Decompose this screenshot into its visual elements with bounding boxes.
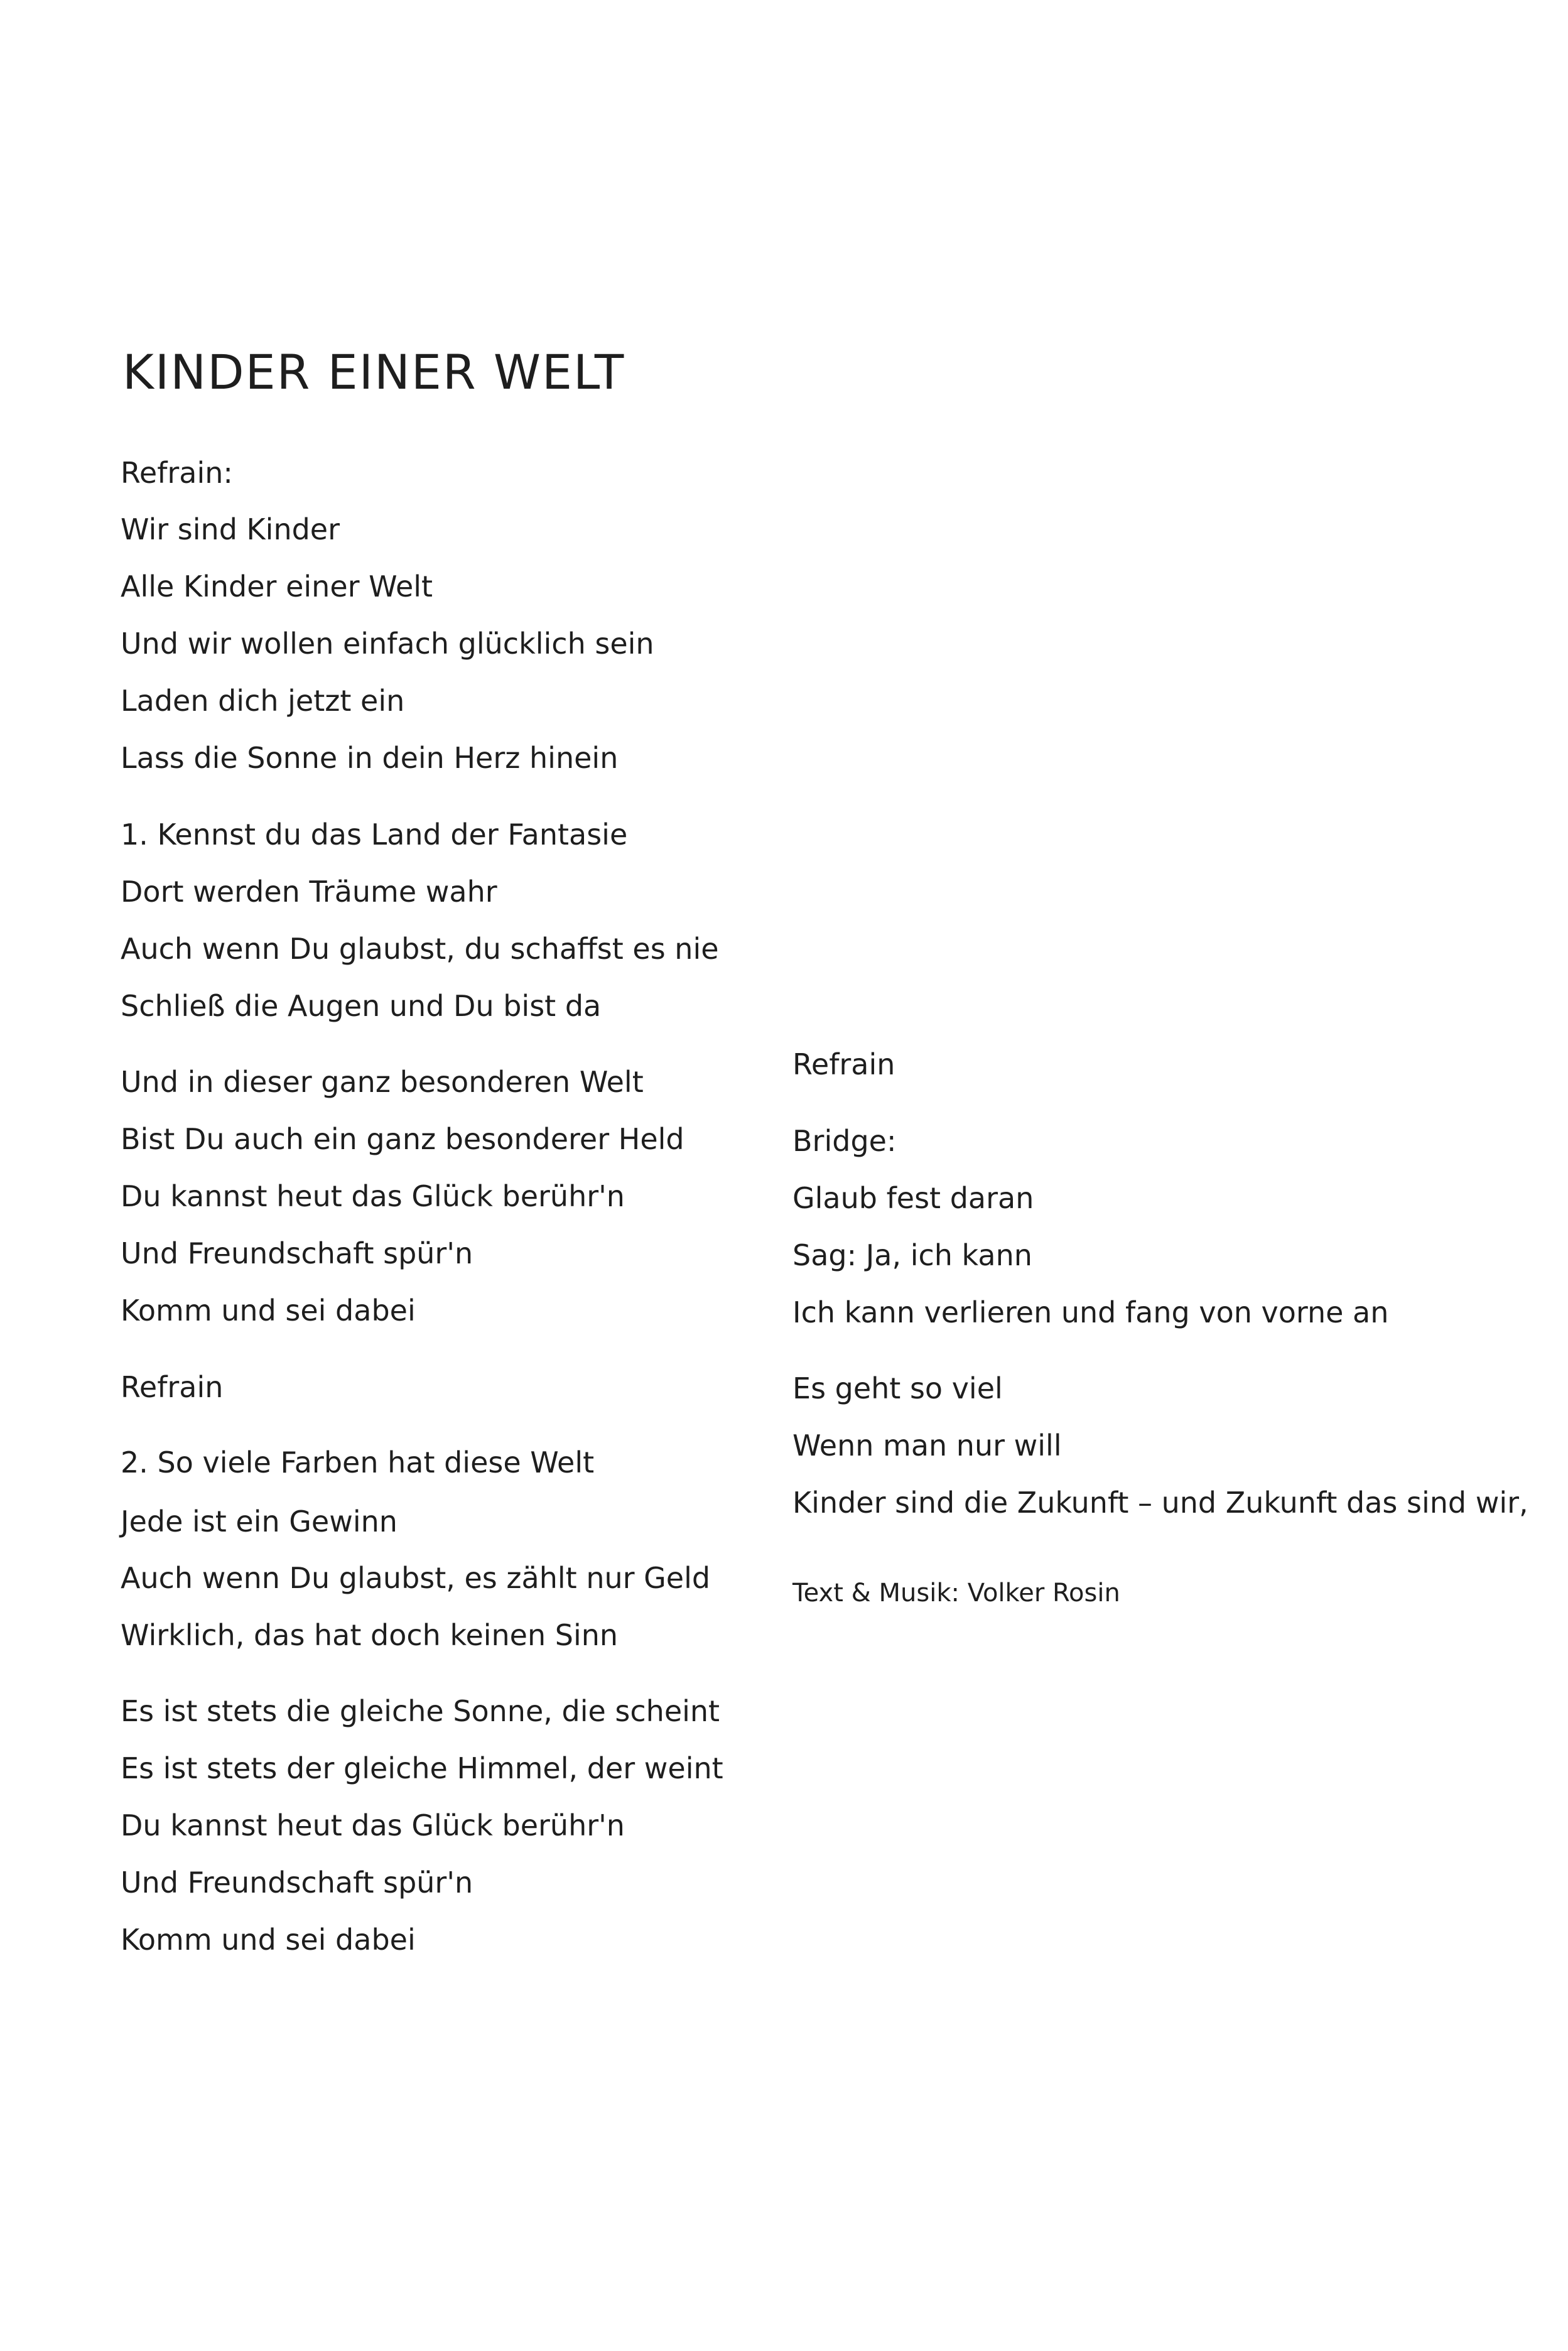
credit-line: Text & Musik: Volker Rosin [792,1579,1120,1608]
lyric-line: Bist Du auch ein ganz besonderer Held [121,1122,684,1156]
lyric-line: Dort werden Träume wahr [121,875,497,909]
lyric-line: Es geht so viel [792,1371,1003,1405]
lyric-line: Und Freundschaft spür'n [121,1236,473,1270]
refrain-label: Refrain [121,1370,224,1404]
lyric-line: Alle Kinder einer Welt [121,570,433,603]
lyric-line: Jede ist ein Gewinn [121,1505,397,1538]
lyric-line: Kinder sind die Zukunft – und Zukunft das sind wir, [792,1486,1528,1520]
lyric-line: Es ist stets der gleiche Himmel, der weint [121,1751,723,1785]
lyric-line: Wenn man nur will [792,1429,1062,1462]
lyric-line: Schließ die Augen und Du bist da [121,989,602,1023]
lyric-line: Sag: Ja, ich kann [792,1238,1032,1272]
refrain-label: Refrain [792,1047,895,1081]
bridge-label: Bridge: [792,1124,897,1158]
lyric-line: Komm und sei dabei [121,1294,416,1327]
lyric-line: Laden dich jetzt ein [121,684,405,718]
verse-1-start: 1. Kennst du das Land der Fantasie [121,818,628,851]
lyric-line: Du kannst heut das Glück berühr'n [121,1808,625,1842]
lyric-line: Wirklich, das hat doch keinen Sinn [121,1618,619,1652]
lyric-line: Und Freundschaft spür'n [121,1866,473,1900]
lyric-line: Wir sind Kinder [121,512,340,546]
refrain-label: Refrain: [121,456,233,490]
verse-2-start: 2. So viele Farben hat diese Welt [121,1446,595,1479]
lyric-line: Ich kann verlieren und fang von vorne an [792,1295,1389,1329]
lyric-line: Glaub fest daran [792,1181,1034,1215]
lyric-line: Du kannst heut das Glück berühr'n [121,1179,625,1213]
lyric-line: Und in dieser ganz besonderen Welt [121,1065,644,1099]
song-title: KINDER EINER WELT [122,344,625,400]
lyric-line: Auch wenn Du glaubst, du schaffst es nie [121,932,719,966]
lyric-line: Es ist stets die gleiche Sonne, die scheint [121,1694,720,1728]
lyric-line: Lass die Sonne in dein Herz hinein [121,741,619,775]
lyric-line: Komm und sei dabei [121,1923,416,1957]
lyric-line: Und wir wollen einfach glücklich sein [121,627,654,661]
lyric-line: Auch wenn Du glaubst, es zählt nur Geld [121,1561,711,1595]
